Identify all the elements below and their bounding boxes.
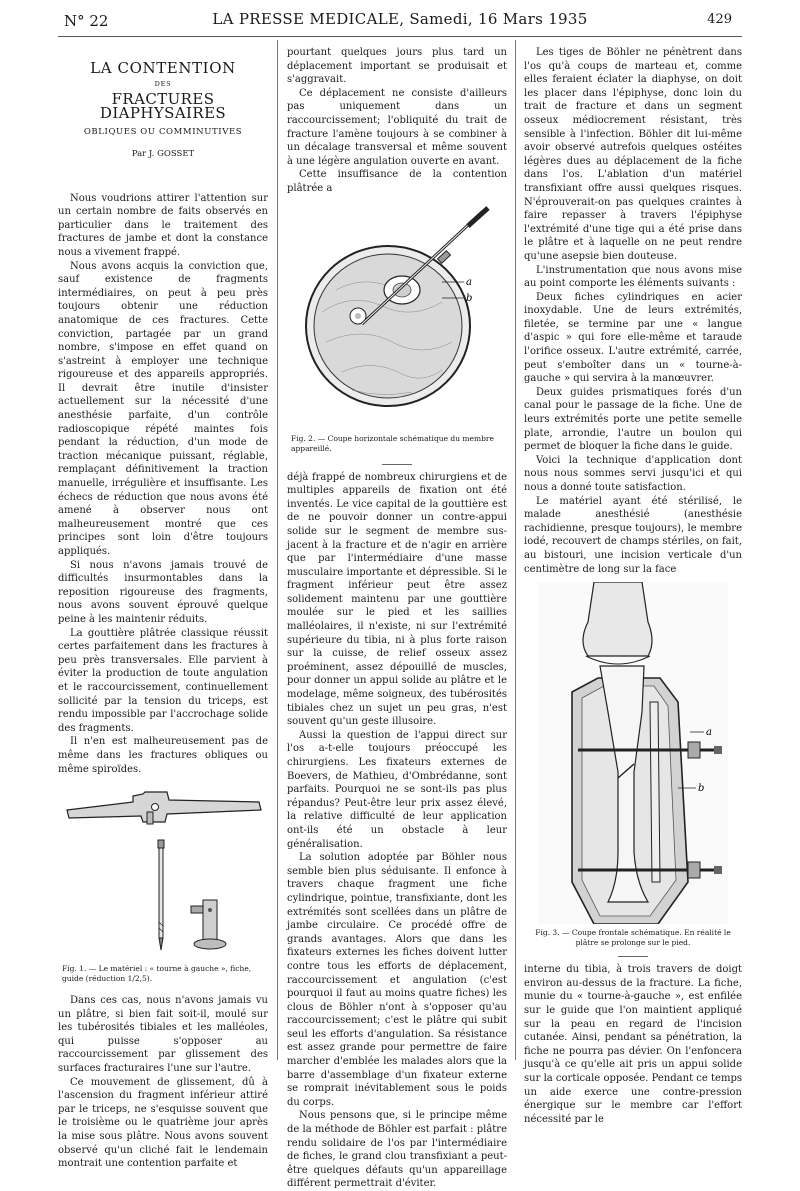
- title-line-1: LA CONTENTION: [90, 59, 236, 77]
- paragraph: Voici la technique d'application dont nous nous sommes servi jusqu'ici et qui nous a donné toute satisfaction.: [524, 454, 742, 493]
- paragraph: La solution adoptée par Böhler nous semble bien plus séduisante. Il enfonce à travers chaque fragment une fiche cylindrique, pointue, transfixiante, dont les extrémités sont scellées dans un plâtre de jambe circulaire. Ce procédé offre de grands avantages. Alors que dans les fixateurs externes les fiches doivent lutter contre tous les efforts de déplacement, raccourcissement et angulation (c'est pourquoi il faut au moins quatre fiches) les clous de Böhler n'ont à s'opposer qu'au raccourcissement; c'est le plâtre qui subit seul les efforts d'angulation. Sa résistance est assez grande pour permettre de faire marcher d'emblée les malades alors que la barre d'assemblage d'un fixateur externe se romprait inévitablement sous le poids du corps.: [287, 852, 507, 1108]
- paragraph: Nous pensons que, si le principe même de la méthode de Böhler est parfait : plâtre rendu solidaire de l'os par l'intermédiaire de fiches, le grand clou transfixiant a peut-être quelques défauts qu'un appareillage différent permettrait d'éviter.: [287, 1110, 507, 1190]
- issue-number: N° 22: [64, 12, 109, 30]
- article-subtitle: OBLIQUES OU COMMINUTIVES: [83, 127, 243, 138]
- paragraph: Les tiges de Böhler ne pénètrent dans l'os qu'à coups de marteau et, comme elles feraient éclater la diaphyse, on doit les placer dans l'épiphyse, donc loin du trait de fracture et dans un segment osseux médiocrement résistant, très sensible à l'infection. Böhler dit lui-même avoir observé autrefois quelques ostéites légères dues au déplacement de la fiche dans l'os. L'ablation d'un matériel transfixiant offre aussi quelques risques. N'éprouverait-on pas quelques craintes à faire repasser à travers l'épiphyse l'extrémité d'une tige qui a été prise dans le plâtre et à laquelle on ne peut rendre qu'une asepsie bien douteuse.: [524, 47, 742, 262]
- paragraph: Cette insuffisance de la contention plâtrée a: [287, 169, 507, 194]
- paragraph: Deux guides prismatiques forés d'un canal pour le passage de la fiche. Une de leurs extrémités porte une petite semelle plate, arrondie, l'autre un boulon qui permet de bloquer la fiche dans le guide.: [524, 386, 742, 453]
- figure-3-frontal-section: [538, 582, 728, 924]
- column-2: [287, 46, 507, 1191]
- column-divider: [277, 40, 278, 1060]
- caption-rule: [382, 464, 412, 465]
- figure-1-instruments: [63, 782, 263, 960]
- figure-2-label-a: a: [466, 276, 472, 288]
- paragraph: Nous voudrions attirer l'attention sur un certain nombre de faits observés en particulier dans le traitement des fractures de jambe et dont la constance nous a vivement frappé.: [58, 192, 268, 258]
- figure-1-caption: Fig. 1. — Le matériel : « tourne à gauche », fiche, guide (réduction 1/2,5).: [62, 964, 252, 984]
- column-3: [524, 46, 742, 1126]
- figure-3-label-b: b: [698, 783, 705, 795]
- paragraph: Dans ces cas, nous n'avons jamais vu un plâtre, si bien fait soit-il, moulé sur les tubérosités tibiales et les malléoles, qui puisse s'opposer au raccourcissement par glissement des surfaces fracturaires l'une sur l'autre.: [58, 995, 268, 1075]
- paragraph: déjà frappé de nombreux chirurgiens et de multiples appareils de fixation ont été inventés. Le vice capital de la gouttière est de ne pouvoir donner un contre-appui solide sur le segment de membre sus-jacent à la fracture et de n'agir en arrière que par l'intermédiaire d'une masse musculaire importante et dépressible. Si le fragment inférieur peut être assez solidement maintenu par une gouttière moulée sur le pied et les saillies malléolaires, il n'existe, ni sur l'extrémité supérieure du tibia, ni à plus forte raison sur la cuisse, de relief osseux assez proéminent, assez dépouillé de muscles, pour donner un appui solide au plâtre et le modelage, même soigneux, des tubérosités tibiales chez un sujet un peu gras, n'est souvent qu'un geste illusoire.: [287, 471, 507, 728]
- paragraph: Le matériel ayant été stérilisé, le malade anesthésié (anesthésie rachidienne, presque toujours), le membre iodé, recouvert de champs stériles, on fait, au bistouri, une incision verticale d'un centimètre de long sur la face: [524, 495, 742, 575]
- paragraph: Aussi la question de l'appui direct sur l'os a-t-elle toujours préoccupé les chirurgiens. Les fixateurs externes de Boevers, de Mathieu, d'Ombrédanne, sont parfaits. Pourquoi ne se sont-ils pas plus répandus? Peut-être leur prix assez élevé, la relative difficulté de leur application ont-ils été un obstacle à leur généralisation.: [287, 729, 507, 850]
- figure-2-cross-section: [292, 202, 502, 430]
- paragraph: Ce déplacement ne consiste d'ailleurs pas uniquement dans un raccourcissement; l'obliquité du trait de fracture l'amène toujours à se combiner à un décalage transversal et même souvent à une légère angulation ouverte en avant.: [287, 87, 507, 167]
- masthead: LA PRESSE MEDICALE, Samedi, 16 Mars 1935: [212, 10, 588, 28]
- page-header: [20, 8, 780, 34]
- paragraph: La gouttière plâtrée classique réussit certes parfaitement dans les fractures à peu près transversales. Elle parvient à éviter la production de toute angulation et le raccourcissement, continuellement sollicité par la tension du triceps, est rendu impossible par l'accrochage solide des fragments.: [58, 627, 268, 734]
- figure-2-label-b: b: [466, 292, 473, 304]
- paragraph: Ce mouvement de glissement, dû à l'ascension du fragment inférieur attiré par le triceps, ne s'esquisse souvent que le troisième ou le quatrième jour après la mise sous plâtre. Nous avons souvent observé qu'un cliché fait le lendemain montrait une contention parfaite et: [58, 1076, 268, 1170]
- column-1: [58, 46, 268, 1171]
- figure-2-caption: Fig. 2. — Coupe horizontale schématique du membre appareillé.: [291, 433, 494, 453]
- page-number: 429: [707, 12, 732, 27]
- paragraph: Deux fiches cylindriques en acier inoxydable. Une de leurs extrémités, filetée, se termine par une « langue d'aspic » qui fore elle-même et taraude l'orifice osseux. L'autre extrémité, carrée, peut s'emboîter dans un « tourne-à-gauche » qui servira à la manœuvrer.: [524, 291, 742, 385]
- header-rule: [58, 36, 742, 37]
- paragraph: Il n'en est malheureusement pas de même dans les fractures obliques ou même spiroïdes.: [58, 736, 268, 775]
- column-divider: [515, 40, 516, 1060]
- figure-3-label-a: a: [706, 727, 712, 739]
- paragraph: interne du tibia, à trois travers de doigt environ au-dessus de la fracture. La fiche, munie du « tourne-à-gauche », est enfilée sur le guide que l'on maintient appliqué sur la peau en regard de l'incision cutanée. Ainsi, pendant sa pénétration, la fiche ne pourra pas dévier. On l'enfoncera jusqu'à ce qu'elle ait pris un appui solide sur la corticale opposée. Pendant ce temps un aide exerce une contre-pression énergique sur le membre car l'effort nécessité par le: [524, 964, 742, 1125]
- paragraph: Si nous n'avons jamais trouvé de difficultés insurmontables dans la reposition rigoureuse des fragments, nous avons souvent éprouvé quelque peine à les maintenir réduits.: [58, 559, 268, 625]
- title-des: DES: [154, 79, 172, 88]
- figure-3-caption: Fig. 3. — Coupe frontale schématique. En réalité le plâtre se prolonge sur le pied.: [535, 928, 731, 948]
- paragraph: Nous avons acquis la conviction que, sauf existence de fragments intermédiaires, on peut à peu près toujours obtenir une réduction anatomique de ces fractures. Cette conviction, partagée par un grand nombre, s'impose en effet quand on s'astreint à employer une technique rigoureuse et des appareils appropriés. Il devrait être inutile d'insister actuellement sur la nécessité d'une anesthésie parfaite, d'un contrôle radioscopique répété maintes fois pendant la réduction, d'un mode de traction mécanique puissant, réglable, remplaçant définitivement la traction manuelle, irrégulière et insuffisante. Les échecs de réduction que nous avons été amené à observer nous ont malheureusement montré que ces principes sont loin d'être toujours appliqués.: [58, 260, 268, 557]
- paragraph: pourtant quelques jours plus tard un déplacement important se produisait et s'aggravait.: [287, 47, 507, 86]
- paragraph: L'instrumentation que nous avons mise au point comporte les éléments suivants :: [524, 264, 742, 290]
- caption-rule: [618, 956, 648, 957]
- title-line-2: FRACTURES DIAPHYSAIRES: [99, 90, 227, 122]
- byline: Par J. GOSSET: [131, 148, 195, 159]
- article-title-block: [58, 59, 268, 162]
